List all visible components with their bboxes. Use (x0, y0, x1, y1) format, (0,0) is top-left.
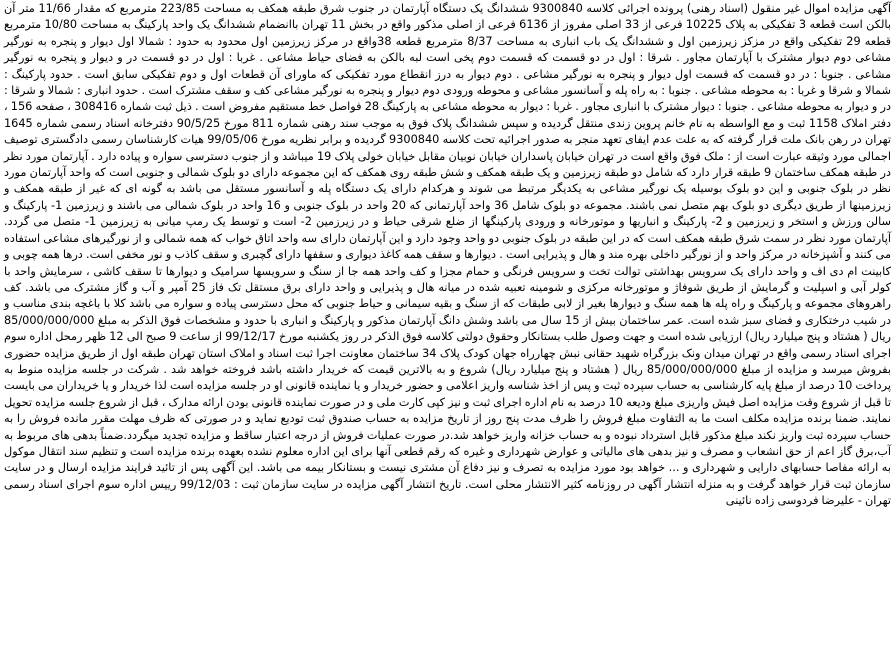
notice-body-text: آگهی مزایده اموال غیر منقول (اسناد رهنی) پرونده اجرائی کلاسه 9300840 ششدانگ یک دستگاه آپارتمان در جنوب شرق طبقه همکف به مساحت 223/85 مترمربع که مقدار 11/66 متر آن بالکن است قطعه 3 تفکیکی به پلاک 10225 فرعی از 33 اصلی مفروز از 6136 فرعی از اصلی مذکور واقع در بخش 11 تهران باانضمام ششدانگ یک واحد پارکینگ به مساحت 10/80 مترمربع قطعه 29 تفکیکی واقع در مزکز زیرزمین اول و ششدانگ یک باب انباری به مساحت 8/37 مترمربع قطعه 38واقع در مرکز زیرزمین اول محدود به حدود : شمالا اول دیوار و پنجره به نورگیر مشاعی دوم دیوار مشترک با آپارتمان مجاور . شرقا : اول در دو قسمت که قسمت دوم پخی است لبه بالکن به فضای حیاط مشاعی . غربا : اول در دو قسمت در و دیوار و پنجره به نورگیر مشاعی . جنوبا : در دو قسمت که قسمت اول دیوار و پنجره به نورگیر مشاعی . دوم دیوار به درز انقطاع مورد تفکیکی که ماورای آن قطعات اول و دوم تفکیکی سابق است . حدود پارکینگ : شمالا و شرقا و غربا : به محوطه مشاعی . جنوبا : به راه پله و آسانسور مشاعی و محوطه ورودی دوم دیوار و پنجره به نورگیر مشاعی کف و سقف مشترک است . حدود انباری : شمالا و شرقا : در و دیوار به محوطه مشاعی . جنوبا : دیوار مشترک با انباری مجاور . غربا : دیوار به محوطه مشاعی به پارکینگ 28 فواصل خط مستقیم مفروض است . ذیل ثبت شماره 308416 ، صفحه 156 ، دفتر املاک 1158 ثبت و مع الواسطه به نام خانم پروین زندی منتقل گردیده و سپس ششدانگ پلاک فوق به موجب سند رهنی شماره 811 مورخ 90/5/25 دفترخانه اسناد رسمی شماره 1645 تهران در رهن بانک ملت قرار گرفته که به علت عدم ایفای تعهد منجر به صدور اجرائیه تحت کلاسه 9300840 گردیده و برابر نظریه مورخ 99/05/06 هیات کارشناسان رسمی دادگستری توصیف اجمالی مورد وثیقه عبارت است از : ملک فوق واقع است در تهران خیابان پاسداران خیابان نوبیان مقابل خیابان خولی پلاک 19 میباشد و از جنوب دسترسی سواره و پیاده دارد . آپارتمان مورد نظر در طبقه همکف ساختمان 9 طبقه قرار دارد که شامل دو طبقه زیرزمین و یک طبقه همکف و شش طبقه روی همکف که این مجموعه دارای دو بلوک شمالی و جنوبی است که واحد آپارتمان مورد نظر در بلوک جنوبی و این دو بلوک بوسیله یک نورگیر مشاعی به یکدیگر مرتبط می شوند و هرکدام دارای یک دستگاه پله و آسانسور مستقل می باشد به گونه ای که غیر از طبقه همکف و زیرزمینها از طریق دیگری دو بلوک بهم متصل نمی باشند. مجموعه دو بلوک شامل 36 واحد آپارتمانی که 20 واحد در بلوک جنوبی و 16 واحد در بلوک شمالی می باشند و زیرزمین 1- پارکینگ و سالن ورزش و استخر و زیرزمین و 2- پارکینگ و انباریها و موتورخانه و ورودی پارکینگها از ضلع شرقی حیاط و در زیرزمین 2- است و توسط یک رمپ میانی به زیرزمین 1- متصل می گردد. آپارتمان مورد نظر در سمت شرق طبقه همکف است که در این طبقه در بلوک جنوبی دو واحد وجود دارد و این آپارتمان دارای سه واحد اتاق خواب که همه شمالی و از نورگیرهای مشاعی استفاده می کنند و آشپزخانه در مرکز واحد و از نورگیر داخلی بهره مند و هال و پذیرایی است . دیوارها و سقف همه کاغذ دیواری و سقفها دارای گچبری و سقف کاذب و نور مخفی است. درها همه چوبی و کابینت ام دی اف و واحد دارای یک سرویس بهداشتی توالت تخت و سرویس فرنگی و حمام مجزا و کف واحد همه جا از سنگ و سرویسها سرامیک و دیوارها تا سقف کاشی ، سرمایش واحد با کولر آبی و اسپلیت و گرمایش از طریق شوفاژ و موتورخانه مرکزی و شومینه تعبیه شده در میانه هال و پذیرایی و واحد دارای برق مستقل تک فاز 25 آمپر و آب و گاز مشترک می باشد. کف راهروهای مجموعه و پارکینگ و راه پله ها همه سنگ و دیوارها بغیر از لابی طبقات که از سنگ و بقیه سیمانی و حیاط جنوبی که محل دسترسی پیاده و سواره می باشد کلا با باغچه بندی مناسب و در شیب درختکاری و فضای سبز شده است. عمر ساختمان بیش از 15 سال می باشد وشش دانگ آپارتمان مذکور و پارکینگ و انباری با حدود و مشخصات فوق الذکر به مبلغ 85/000/000/000 ریال ( هشتاد و پنج میلیارد ریال) ارزیابی شده است و جهت وصول طلب بستانکار وحقوق دولتی کلاسه فوق الذکر در روز یکشنبه مورخ 99/12/17 از ساعت 9 صبح الی 12 ظهر رمحل اداره سوم اجرای اسناد رسمی واقع در تهران میدان ونک بزرگراه شهید حقانی نبش چهارراه جهان کودک پلاک 34 ساختمان معاونت اجرا ثبت اسناد و املاک استان تهران طبقه اول از طریق مزایده حضوری بفروش میرسد و مزایده از مبلغ 85/000/000/000 ریال ( هشتاد و پنج میلیارد ریال) شروع و به بالاترین قیمت که خریدار داشته باشد فروخته خواهد شد . شرکت در جلسه مزایده منوط به پرداخت 10 درصد از مبلغ پایه کارشناسی به حساب سپرده ثبت و پس از اخذ شناسه واریز اعلامی و حضور خریدار و یا نماینده قانونی او در جلسه مزایده است لذا خریدار و یا خریداران می بایست تا قبل از شروع وقت مزایده اصل فیش واریزی مبلغ ودیعه 10 درصد به نام اداره اجرای ثبت و نیز کپی کارت ملی و در صورت نماینده قانونی بودن ارائه مدارک ، قبل از شروع جلسه مزایده تحویل نمایند. ضمنا برنده مزایده مکلف است ما به التفاوت مبلغ فروش را ظرف مدت پنج روز از تاریخ مزایده به حساب صندوق ثبت تودیع نماید و در صورتی که ظرف مهلت مقرر مانده فروش را به حساب سپرده ثبت واریز نکند مبلغ مذکور قابل استرداد نبوده و به حساب خزانه واریز خواهد شد.در صورت عملیات فروش از درجه اعتبار ساقط و مزایده تجدید میگردد.ضمناً بدهی های مربوط به آب،برق گاز اعم از حق انشعاب و مصرف و نیز بدهی های مالیاتی و عوارض شهرداری و غیره که رقم قطعی آنها برای این اداره معلوم نشده بعهده برنده مزایده است و تنظیم سند انتقال موکول به ارائه مفاصا حسابهای دارایی و شهرداری و ... خواهد بود مورد مزایده به تصرف و نیز دفاع آن مشتری نیست و بستانکار بیمه می باشد. این آگهی پس از تائید فرایند مزایده ارسال و در سایت سازمان ثبت قرار خواهد گرفت و به منزله انتشار آگهی در روزنامه کثیر الانتشار محلی است. تاریخ انتشار آگهی مزایده در سایت سازمان ثبت : 99/12/03 رییس اداره سوم اجرای اسناد رسمی تهران - علیرضا فردوسی زاده نائینی (4, 2, 892, 508)
